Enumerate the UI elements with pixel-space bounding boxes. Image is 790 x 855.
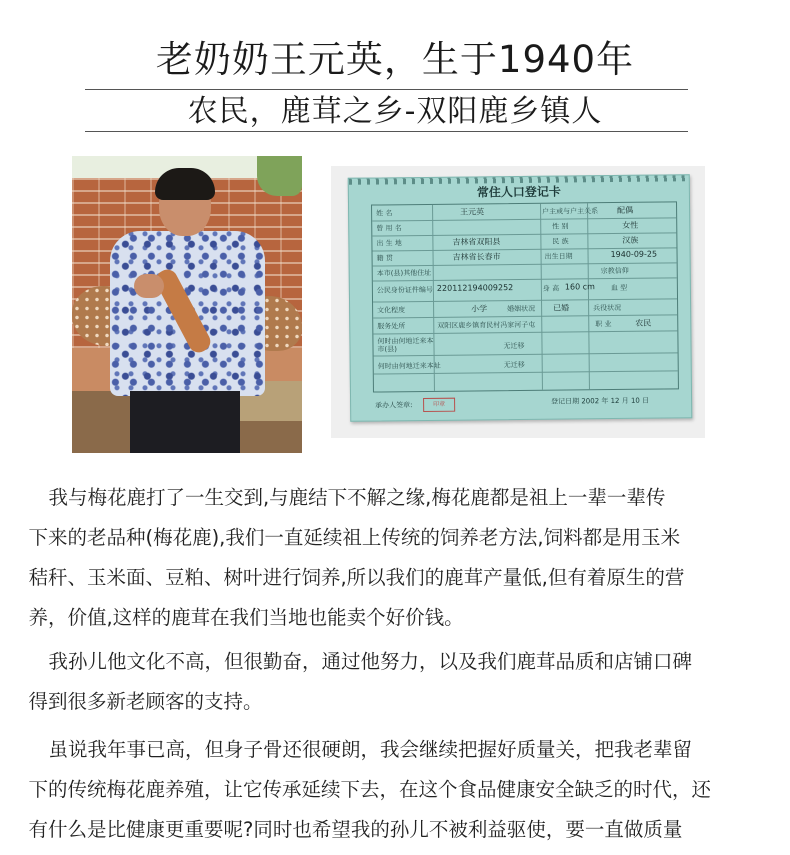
card-stamp: 印章 xyxy=(423,398,455,412)
card-label: 婚姻状况 xyxy=(507,304,536,314)
text-line: 虽说我年事已高，但身子骨还很硬朗，我会继续把握好质量关，把我老辈留 xyxy=(48,738,692,761)
card-value: 女性 xyxy=(622,220,639,230)
text-line: 得到很多新老顾客的支持。 xyxy=(28,690,263,713)
card-value-dob: 1940-09-25 xyxy=(610,249,658,260)
title-divider-bottom xyxy=(85,131,688,132)
photo-hair xyxy=(155,168,215,200)
registration-card xyxy=(348,174,693,422)
card-label: 本市(县)其他住址 xyxy=(376,268,432,278)
text-line: 我孙儿他文化不高，但很勤奋，通过他努力，以及我们鹿茸品质和店铺口碑 xyxy=(48,650,692,673)
card-value-id: 220112194009252 xyxy=(436,283,514,293)
card-label: 姓 名 xyxy=(376,209,393,218)
card-label: 出生日期 xyxy=(544,252,573,261)
card-label: 何时由何地迁来本址 xyxy=(377,361,441,371)
card-grid xyxy=(371,201,679,392)
text-line: 我与梅花鹿打了一生交到,与鹿结下不解之缘,梅花鹿都是祖上一辈一辈传 xyxy=(48,486,666,509)
card-value: 160 cm xyxy=(564,282,595,292)
registration-card-photo xyxy=(331,166,705,438)
card-label: 曾 用 名 xyxy=(376,224,402,233)
text-line: 有什么是比健康更重要呢?同时也希望我的孙儿不被利益驱使，要一直做质量 xyxy=(28,818,683,841)
page-subtitle: 农民，鹿茸之乡-双阳鹿乡镇人 xyxy=(187,94,603,129)
card-value: 汉族 xyxy=(622,235,639,245)
card-value: 配偶 xyxy=(617,205,634,215)
card-handler-label: 承办人签章: xyxy=(375,401,413,410)
card-value-name: 王元英 xyxy=(460,207,485,217)
card-label: 身 高 xyxy=(542,284,560,293)
title-divider-top xyxy=(85,89,688,90)
card-label: 性 别 xyxy=(552,222,569,231)
card-value: 双阳区鹿乡镇育民村冯家河子屯 xyxy=(437,320,536,330)
grandmother-photo xyxy=(72,156,302,453)
card-label: 血 型 xyxy=(610,283,628,293)
card-label: 户主或与户主关系 xyxy=(542,207,599,216)
card-label: 何时由何地迁来本市(县) xyxy=(377,336,434,354)
card-value: 无迁移 xyxy=(503,360,525,370)
photo-pants xyxy=(130,391,240,453)
story-paragraph-2 xyxy=(8,642,778,722)
card-label: 兵役状况 xyxy=(593,303,622,313)
card-label: 文化程度 xyxy=(377,306,406,315)
card-reg-date: 登记日期 2002 年 12 月 10 日 xyxy=(551,396,650,406)
card-label: 民 族 xyxy=(552,237,569,246)
card-label: 出 生 地 xyxy=(376,239,402,248)
card-label: 职 业 xyxy=(595,320,612,329)
text-line: 下的传统梅花鹿养殖，让它传承延续下去，在这个食品健康安全缺乏的时代，还 xyxy=(28,778,711,801)
card-label: 宗教信仰 xyxy=(600,266,629,276)
card-value: 农民 xyxy=(635,318,652,328)
card-label: 公民身份证件编号 xyxy=(376,285,433,295)
card-value: 吉林省双阳县 xyxy=(452,237,501,247)
photo-tree xyxy=(257,156,302,196)
photo-hand xyxy=(134,274,164,298)
card-title: 常住人口登记卡 xyxy=(476,184,561,200)
card-label: 籍 贯 xyxy=(376,254,393,263)
text-line: 下来的老品种(梅花鹿),我们一直延续祖上传统的饲养老方法,饲料都是用玉米 xyxy=(28,526,681,549)
card-value: 吉林省长春市 xyxy=(452,252,501,262)
card-label: 服务处所 xyxy=(377,322,406,331)
text-line: 养，价值,这样的鹿茸在我们当地也能卖个好价钱。 xyxy=(28,606,464,629)
text-line: 秸秆、玉米面、豆粕、树叶进行饲养,所以我们的鹿茸产量低,但有着原生的营 xyxy=(28,566,685,589)
card-value: 小学 xyxy=(471,304,488,314)
page-title: 老奶奶王元英，生于1940年 xyxy=(155,38,635,81)
card-value: 已婚 xyxy=(553,303,570,313)
card-value: 无迁移 xyxy=(503,341,525,351)
story-paragraph-1 xyxy=(8,478,778,638)
story-paragraph-3 xyxy=(8,730,778,850)
